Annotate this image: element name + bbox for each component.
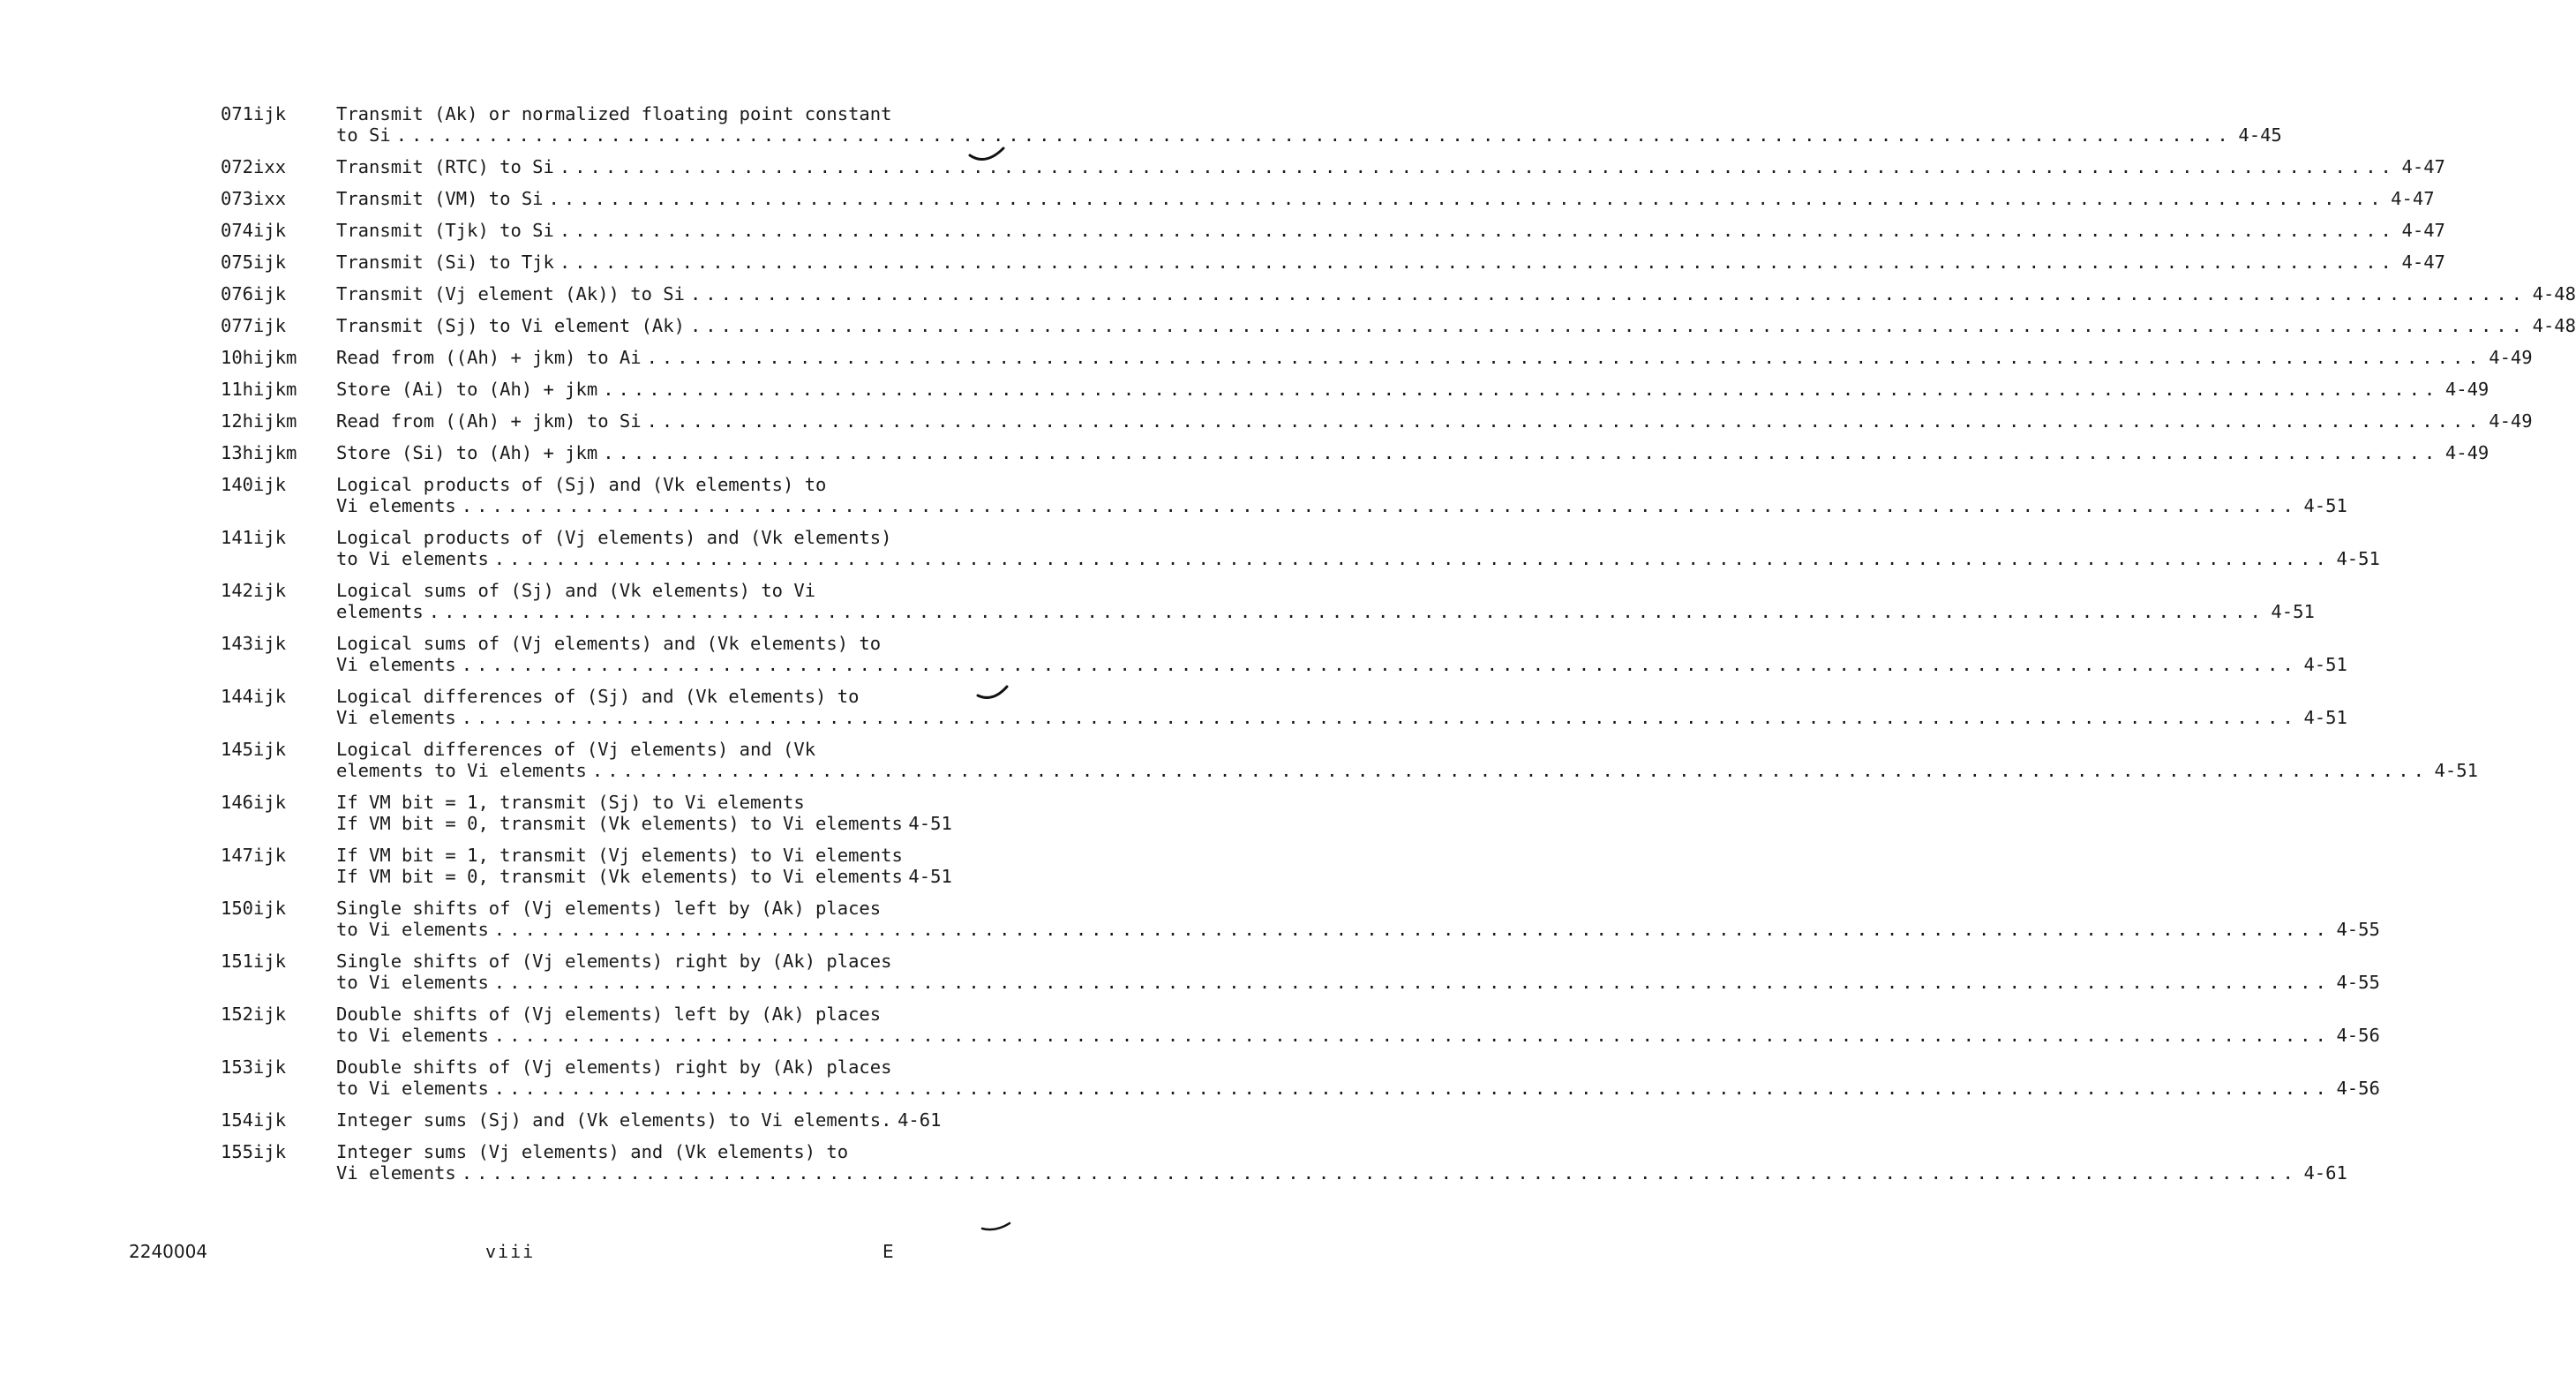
instruction-description [336,156,2445,177]
description-line [336,379,2489,400]
page-reference[interactable]: 4-45 [2238,124,2282,146]
description-text: Transmit (Vj element (Ak)) to Si [336,283,685,304]
index-entry [221,686,2347,728]
index-entry [221,1109,942,1131]
instruction-code: 143ijk [221,633,287,654]
description-line [336,315,2576,336]
index-entry [221,410,2533,432]
document-number: 2240004 [129,1241,208,1262]
instruction-description [336,1141,2347,1184]
dot-leader: ........................................................................................................................ [395,124,2233,146]
index-entry [221,739,2478,781]
description-line [336,633,2347,654]
instruction-description [336,252,2445,273]
page-reference[interactable]: 4-56 [2336,1025,2380,1046]
instruction-code: 153ijk [221,1056,287,1078]
page-reference[interactable]: 4-55 [2336,972,2380,993]
description-text: Vi elements [336,1162,456,1184]
instruction-code: 154ijk [221,1109,287,1131]
index-entry [221,347,2533,368]
instruction-code: 142ijk [221,580,287,601]
description-line [336,188,2435,209]
description-text: elements to Vi elements [336,760,587,781]
page-reference[interactable]: 4-51 [2303,654,2347,675]
index-entry [221,283,2576,304]
description-line [336,654,2347,675]
margin-pen-mark-middle [975,680,1015,706]
description-text: to Vi elements [336,1025,489,1046]
description-line [336,1003,2380,1025]
instruction-description [336,633,2347,675]
description-line [336,548,2380,569]
dot-leader: ........................................................................................................................ [493,548,2331,569]
description-line [336,972,2380,993]
description-line [336,739,2478,760]
description-text: Integer sums (Vj elements) and (Vk elements) to [336,1141,849,1162]
description-text: Transmit (Ak) or normalized floating point constant [336,103,892,124]
description-line [336,474,2347,495]
instruction-description [336,220,2445,241]
description-line [336,527,2380,548]
dot-leader: ........................................................................................................................ [603,379,2440,400]
description-line [336,252,2445,273]
page-number: viii [485,1241,536,1262]
description-text: Store (Si) to (Ah) + jkm [336,442,598,463]
page-reference[interactable]: 4-49 [2445,379,2490,400]
description-line [336,792,952,813]
index-entry [221,1003,2380,1046]
instruction-description [336,283,2576,304]
instruction-code: 144ijk [221,686,287,707]
instruction-description [336,347,2533,368]
instruction-code: 10hijkm [221,347,297,368]
description-text: Transmit (VM) to Si [336,188,544,209]
page-reference[interactable]: 4-49 [2445,442,2490,463]
description-line [336,495,2347,516]
description-text: Store (Ai) to (Ah) + jkm [336,379,598,400]
page-reference[interactable]: 4-51 [2271,601,2315,622]
dot-leader: ........................................................................................................................ [461,495,2298,516]
page-reference[interactable]: 4-51 [2336,548,2380,569]
dot-leader: ........................................................................................................................ [689,315,2527,336]
description-line [336,1141,2347,1162]
description-line [336,686,2347,707]
instruction-code: 11hijkm [221,379,297,400]
description-text: Double shifts of (Vj elements) right by (Ak) places [336,1056,892,1078]
index-entry [221,442,2490,463]
dot-leader: ........................................................................................................................ [493,972,2331,993]
dot-leader: ........................................................................................................................ [428,601,2265,622]
description-text: to Vi elements [336,972,489,993]
description-line [336,813,952,834]
index-entry [221,951,2380,993]
page-reference[interactable]: 4-55 [2336,919,2380,940]
index-entry [221,898,2380,940]
description-text: Vi elements [336,495,456,516]
page-reference[interactable]: 4-49 [2489,410,2533,432]
description-text: elements [336,601,424,622]
description-line [336,919,2380,940]
description-text: Logical sums of (Vj elements) and (Vk elements) to [336,633,882,654]
instruction-code: 150ijk [221,898,287,919]
instruction-description [336,1109,941,1131]
instruction-description [336,442,2489,463]
description-text: Transmit (Si) to Tjk [336,252,554,273]
description-text: Logical products of (Sj) and (Vk elements) to [336,474,827,495]
instruction-description [336,1056,2380,1099]
instruction-code: 147ijk [221,845,287,866]
page-reference[interactable]: 4-51 [2434,760,2478,781]
page-reference[interactable]: 4-47 [2401,252,2445,273]
instruction-description [336,103,2282,146]
description-text: Transmit (RTC) to Si [336,156,554,177]
dot-leader: ........................................................................................................................ [461,707,2298,728]
page-reference[interactable]: 4-47 [2401,156,2445,177]
dot-leader: ........................................................................................................................ [548,188,2385,209]
description-text: Vi elements [336,654,456,675]
description-line [336,845,952,866]
page-reference[interactable]: 4-51 [2303,707,2347,728]
index-entry [221,156,2445,177]
instruction-description [336,410,2533,432]
index-entry [221,252,2445,273]
page-reference[interactable]: 4-47 [2391,188,2435,209]
description-text: Logical sums of (Sj) and (Vk elements) to Vi [336,580,816,601]
description-line [336,580,2315,601]
instruction-description [336,1003,2380,1046]
description-text: Integer sums (Sj) and (Vk elements) to Vi elements. [336,1109,892,1131]
description-line [336,347,2533,368]
page-reference[interactable]: 4-49 [2489,347,2533,368]
description-text: to Vi elements [336,548,489,569]
instruction-code: 146ijk [221,792,287,813]
description-text: If VM bit = 1, transmit (Sj) to Vi elements [336,792,805,813]
description-text: If VM bit = 1, transmit (Vj elements) to Vi elements [336,845,903,866]
dot-leader: ........................................................................................................................ [689,283,2527,304]
dot-leader: ........................................................................................................................ [493,919,2331,940]
margin-pen-mark-bottom [980,1218,1015,1236]
index-entry [221,792,952,834]
description-text: Transmit (Sj) to Vi element (Ak) [336,315,685,336]
description-line [336,866,952,887]
dot-leader: ........................................................................................................................ [646,347,2483,368]
index-entry [221,1056,2380,1099]
instruction-code: 152ijk [221,1003,287,1025]
index-entry [221,633,2347,675]
description-text: to Vi elements [336,919,489,940]
description-text: Logical differences of (Sj) and (Vk elements) to [336,686,860,707]
dot-leader: ........................................................................................................................ [461,654,2298,675]
instruction-description [336,898,2380,940]
description-text: Double shifts of (Vj elements) left by (Ak) places [336,1003,882,1025]
index-entry [221,1141,2347,1184]
description-line [336,601,2315,622]
description-text: to Vi elements [336,1078,489,1099]
dot-leader: ........................................................................................................................ [493,1078,2331,1099]
instruction-description [336,315,2576,336]
instruction-code: 145ijk [221,739,287,760]
instruction-code: 077ijk [221,315,287,336]
description-line [336,442,2489,463]
instruction-code: 12hijkm [221,410,297,432]
description-line [336,707,2347,728]
index-entry [221,315,2576,336]
instruction-index-list [221,103,2576,1194]
dot-leader: ........................................................................................................................ [559,252,2396,273]
instruction-code: 140ijk [221,474,287,495]
page-reference[interactable]: 4-56 [2336,1078,2380,1099]
dot-leader: ........................................................................................................................ [646,410,2483,432]
instruction-code: 073ixx [221,188,287,209]
instruction-code: 074ijk [221,220,287,241]
dot-leader: ........................................................................................................................ [591,760,2429,781]
margin-pen-mark-top [966,141,1010,168]
description-line [336,1162,2347,1184]
instruction-description [336,580,2315,622]
description-text: Read from ((Ah) + jkm) to Ai [336,347,642,368]
description-line [336,898,2380,919]
instruction-description [336,845,952,887]
instruction-code: 151ijk [221,951,287,972]
instruction-code: 155ijk [221,1141,287,1162]
description-line [336,103,2282,124]
description-line [336,283,2576,304]
instruction-code: 071ijk [221,103,287,124]
instruction-code: 141ijk [221,527,287,548]
description-line [336,1109,941,1131]
description-text: to Si [336,124,391,146]
instruction-description [336,527,2380,569]
instruction-description [336,739,2478,781]
description-text: If VM bit = 0, transmit (Vk elements) to Vi elements [336,813,903,834]
index-entry [221,580,2315,622]
instruction-description [336,951,2380,993]
instruction-code: 075ijk [221,252,287,273]
description-line [336,1025,2380,1046]
dot-leader: ........................................................................................................................ [461,1162,2298,1184]
instruction-code: 13hijkm [221,442,297,463]
description-text: Single shifts of (Vj elements) left by (Ak) places [336,898,882,919]
description-text: Read from ((Ah) + jkm) to Si [336,410,642,432]
page-reference[interactable]: 4-48 [2532,315,2576,336]
description-text: Transmit (Tjk) to Si [336,220,554,241]
description-text: If VM bit = 0, transmit (Vk elements) to Vi elements [336,866,903,887]
dot-leader: ........................................................................................................................ [603,442,2440,463]
description-line [336,760,2478,781]
index-entry [221,845,952,887]
description-text: Vi elements [336,707,456,728]
dot-leader: ........................................................................................................................ [559,220,2396,241]
instruction-description [336,686,2347,728]
description-line [336,410,2533,432]
page-reference[interactable]: 4-51 [2303,495,2347,516]
description-line [336,1078,2380,1099]
instruction-code: 076ijk [221,283,287,304]
index-entry [221,220,2445,241]
dot-leader: ........................................................................................................................ [493,1025,2331,1046]
index-entry [221,474,2347,516]
page-reference[interactable]: 4-47 [2401,220,2445,241]
description-line [336,156,2445,177]
instruction-code: 072ixx [221,156,287,177]
instruction-description [336,188,2435,209]
page-reference[interactable]: 4-51 [908,866,952,887]
index-entry [221,527,2380,569]
index-entry [221,188,2435,209]
revision-letter: E [882,1241,894,1262]
instruction-description [336,474,2347,516]
description-text: Single shifts of (Vj elements) right by (Ak) places [336,951,892,972]
description-text: Logical products of (Vj elements) and (Vk elements) [336,527,892,548]
page-reference[interactable]: 4-51 [908,813,952,834]
description-line [336,124,2282,146]
description-line [336,1056,2380,1078]
page-reference[interactable]: 4-48 [2532,283,2576,304]
index-entry [221,103,2282,146]
page-reference[interactable]: 4-61 [2303,1162,2347,1184]
description-line [336,951,2380,972]
description-text: Logical differences of (Vj elements) and (Vk [336,739,816,760]
page-reference[interactable]: 4-61 [897,1109,942,1131]
instruction-description [336,379,2489,400]
index-entry [221,379,2490,400]
description-line [336,220,2445,241]
dot-leader: ........................................................................................................................ [559,156,2396,177]
instruction-description [336,792,952,834]
